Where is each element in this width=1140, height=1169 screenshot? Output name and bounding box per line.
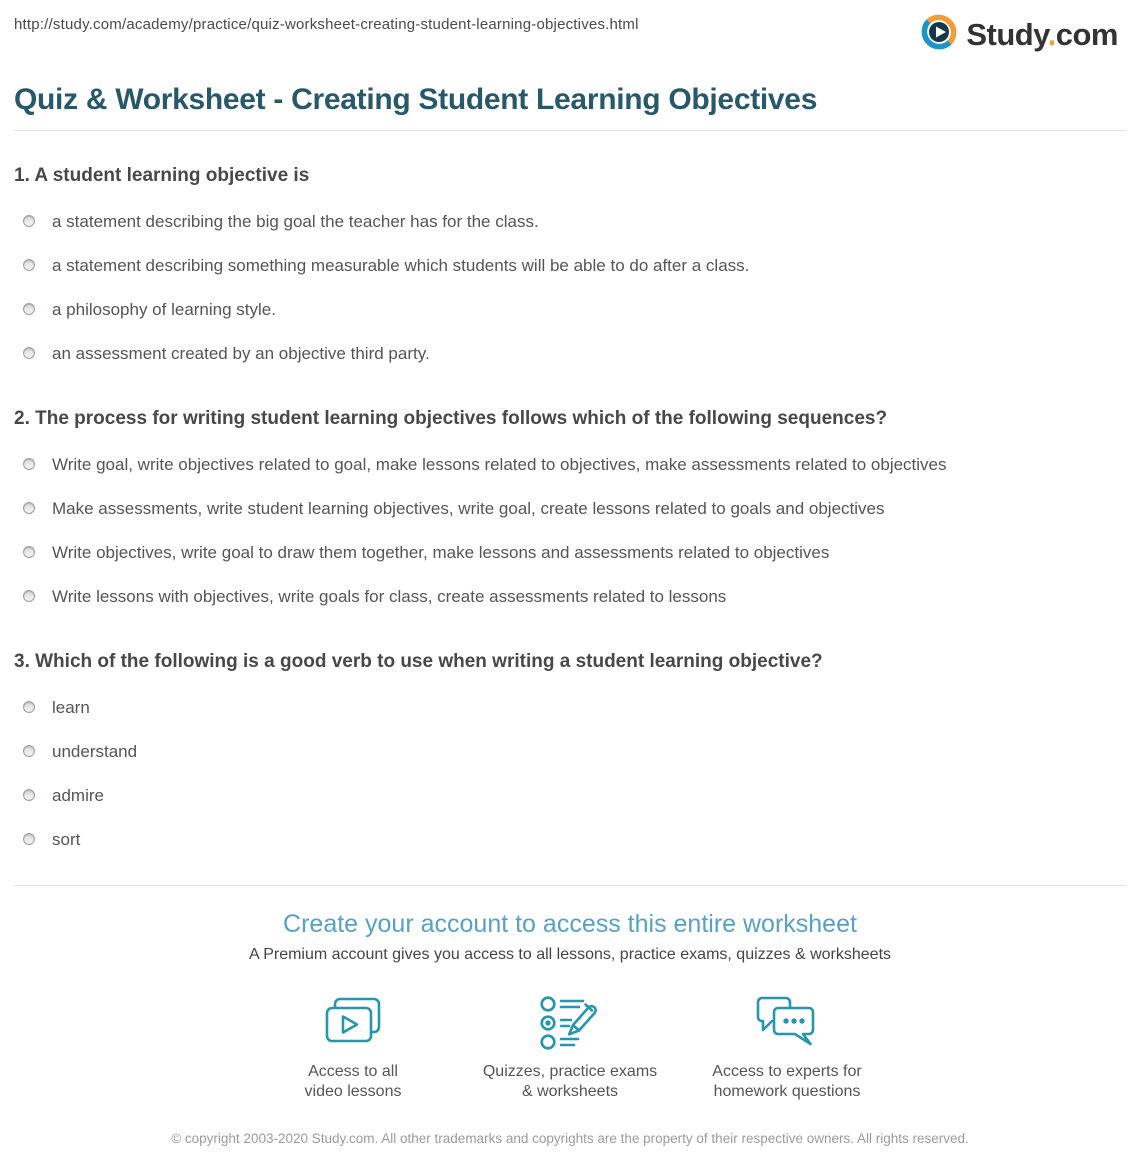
logo-play-icon xyxy=(919,12,959,57)
radio-button[interactable] xyxy=(23,701,35,713)
radio-button[interactable] xyxy=(23,502,35,514)
signup-subheading: A Premium account gives you access to all lessons, practice exams, quizzes & worksheets xyxy=(248,946,892,963)
option-label: a philosophy of learning style. xyxy=(52,300,276,319)
option-label: understand xyxy=(52,742,138,761)
radio-button[interactable] xyxy=(23,745,35,757)
answer-option[interactable] xyxy=(14,299,1126,320)
option-label: admire xyxy=(52,786,104,805)
logo-dot: . xyxy=(1047,16,1056,52)
radio-button[interactable] xyxy=(23,259,35,271)
studycom-logo[interactable] xyxy=(919,12,1118,57)
feature-homework-experts xyxy=(679,995,896,1102)
radio-button[interactable] xyxy=(23,590,35,602)
option-label: Write lessons with objectives, write goals for class, create assessments related to lessons xyxy=(52,587,727,606)
answer-option[interactable] xyxy=(14,785,1126,806)
option-label: a statement describing something measurable which students will be able to do after a class. xyxy=(52,256,750,275)
question-heading: 2. The process for writing student learning objectives follows which of the following sequences? xyxy=(14,408,888,429)
feature-quizzes-worksheets xyxy=(462,995,679,1102)
option-label: sort xyxy=(52,830,81,849)
answer-option[interactable] xyxy=(14,697,1126,718)
option-label: Write goal, write objectives related to goal, make lessons related to objectives, make assessments related to objectives xyxy=(52,455,947,474)
feature-video-lessons xyxy=(245,995,462,1102)
option-label: learn xyxy=(52,698,90,717)
answer-option[interactable] xyxy=(14,343,1126,364)
page-url-text: http://study.com/academy/practice/quiz-worksheet-creating-student-learning-objectives.html xyxy=(14,16,639,33)
feature-label: Quizzes, practice exams & worksheets xyxy=(482,1063,658,1100)
answer-option[interactable] xyxy=(14,829,1126,850)
page-title: Quiz & Worksheet - Creating Student Learning Objectives xyxy=(14,83,818,116)
radio-button[interactable] xyxy=(23,833,35,845)
answer-option[interactable] xyxy=(14,454,1126,475)
question-block-2 xyxy=(14,408,1126,607)
footer-divider xyxy=(14,885,1126,886)
quiz-worksheet-icon xyxy=(538,995,602,1051)
top-bar xyxy=(0,0,1140,57)
answer-option[interactable] xyxy=(14,211,1126,232)
radio-button[interactable] xyxy=(23,215,35,227)
copyright-text: © copyright 2003-2020 Study.com. All other trademarks and copyrights are the property of their respective owners. All rights reserved. xyxy=(171,1131,969,1146)
answer-option[interactable] xyxy=(14,542,1126,563)
chat-experts-icon xyxy=(755,995,819,1051)
title-divider xyxy=(14,130,1126,131)
question-heading: 3. Which of the following is a good verb to use when writing a student learning objective? xyxy=(14,651,823,672)
logo-wordmark: Study.com xyxy=(966,16,1118,52)
signup-section xyxy=(14,910,1126,1148)
option-label: an assessment created by an objective third party. xyxy=(52,344,430,363)
radio-button[interactable] xyxy=(23,347,35,359)
answer-option[interactable] xyxy=(14,255,1126,276)
radio-button[interactable] xyxy=(23,458,35,470)
question-block-3 xyxy=(14,651,1126,850)
answer-option[interactable] xyxy=(14,741,1126,762)
radio-button[interactable] xyxy=(23,546,35,558)
option-label: a statement describing the big goal the teacher has for the class. xyxy=(52,212,539,231)
option-label: Make assessments, write student learning objectives, write goal, create lessons related to goals and objectives xyxy=(52,499,885,518)
option-label: Write objectives, write goal to draw them together, make lessons and assessments related to objectives xyxy=(52,543,830,562)
feature-label: Access to experts for homework questions xyxy=(712,1063,862,1100)
radio-button[interactable] xyxy=(23,303,35,315)
answer-option[interactable] xyxy=(14,498,1126,519)
radio-button[interactable] xyxy=(23,789,35,801)
features-row xyxy=(14,995,1126,1102)
question-block-1 xyxy=(14,165,1126,364)
video-lessons-icon xyxy=(322,995,384,1051)
signup-heading: Create your account to access this entire worksheet xyxy=(283,910,857,938)
answer-option[interactable] xyxy=(14,586,1126,607)
feature-label: Access to all video lessons xyxy=(304,1063,402,1100)
question-heading: 1. A student learning objective is xyxy=(14,165,310,186)
